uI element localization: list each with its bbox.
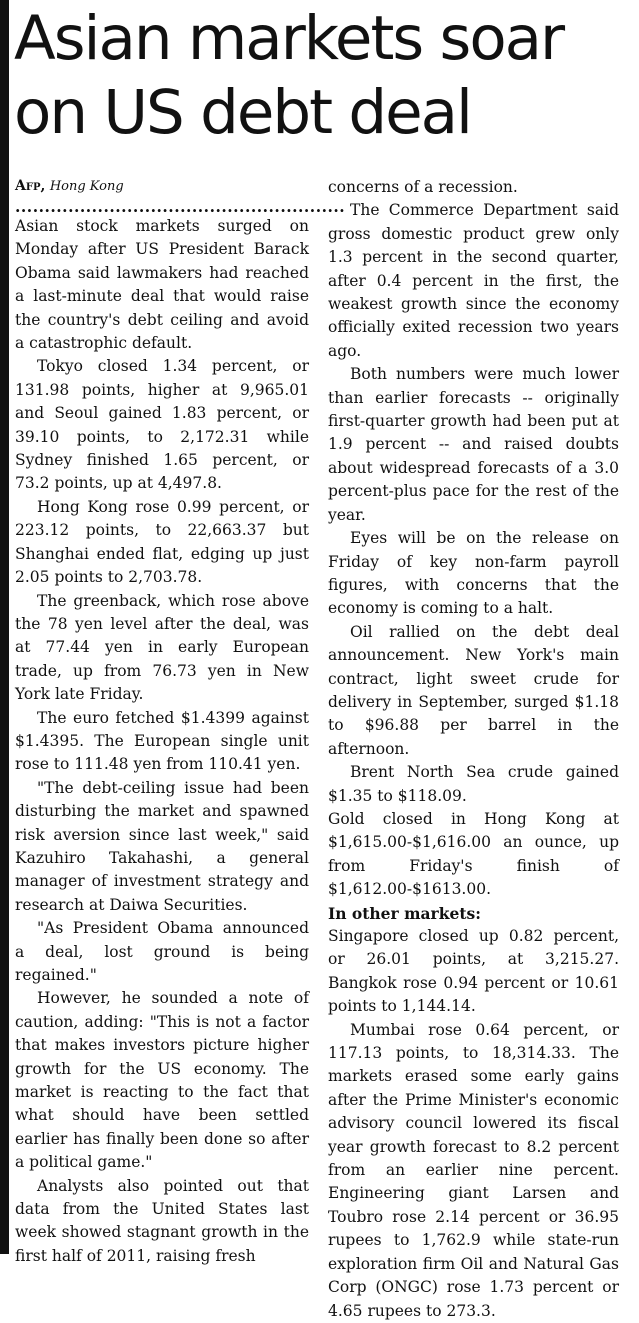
article-column-left — [15, 174, 346, 1268]
byline — [15, 174, 309, 199]
paragraph: concerns of a recession. — [328, 178, 518, 196]
paragraph: Eyes will be on the release on Friday of key non-farm payroll figures, with concerns that the economy is coming to a halt. — [328, 529, 619, 618]
paragraph: Brent North Sea crude gained $1.35 to $118.09. — [328, 763, 619, 805]
subheading: In other markets: — [328, 903, 481, 923]
paragraph: The euro fetched $1.4399 against $1.4395. The European single unit rose to 111.48 yen from 110.41 yen. — [15, 708, 309, 774]
paragraph: "The debt-ceiling issue had been disturbing the market and spawned risk aversion since last week," said Kazuhiro Takahashi, a general manager of investment strategy and research at Daiwa Securities. — [15, 778, 309, 914]
paragraph: Singapore closed up 0.82 percent, or 26.01 points, at 3,215.27. Bangkok rose 0.94 percent or 10.61 points to 1,144.14. — [328, 927, 619, 1016]
paragraph: Tokyo closed 1.34 percent, or 131.98 points, higher at 9,965.01 and Seoul gained 1.83 percent, or 39.10 points, to 2,172.31 while Sydney finished 1.65 percent, or 73.2 points, up at 4,497.8. — [15, 357, 309, 493]
article-column-right — [328, 176, 619, 1323]
byline-separator: ........................................................ — [15, 197, 346, 216]
page-edge-bar — [0, 0, 9, 1254]
byline-place: Hong Kong — [49, 179, 124, 194]
paragraph: Gold closed in Hong Kong at $1,615.00-$1,616.00 an ounce, up from Friday's finish of $1,612.00-$1613.00. — [328, 809, 619, 899]
paragraph: "As President Obama announced a deal, lost ground is being regained." — [15, 919, 309, 984]
byline-agency: Afp, — [15, 178, 46, 194]
paragraph: The Commerce Department said gross domestic product grew only 1.3 percent in the second quarter, after 0.4 percent in the first, the weakest growth since the economy officially exited recession two years ago. — [328, 201, 619, 360]
paragraph: Analysts also pointed out that data from the United States last week showed stagnant growth in the first half of 2011, raising fresh — [15, 1176, 309, 1265]
paragraph: Oil rallied on the debt deal announcement. New York's main contract, light sweet crude for delivery in September, surged $1.18 to $96.88 per barrel in the afternoon. — [328, 622, 619, 758]
headline: Asian markets soar on US debt deal — [14, 3, 564, 148]
paragraph: Asian stock markets surged on Monday after US President Barack Obama said lawmakers had reached a last-minute deal that would raise the country's debt ceiling and avoid a catastrophic default. — [15, 217, 309, 353]
paragraph: However, he sounded a note of caution, adding: "This is not a factor that makes investors picture higher growth for the US economy. The market is reacting to the fact that what should have been settled earlier has finally been done so after a political game." — [15, 989, 309, 1172]
paragraph: Both numbers were much lower than earlier forecasts -- originally first-quarter growth had been put at 1.9 percent -- and raised doubts about widespread forecasts of a 3.0 percent-plus pace for the rest of the year. — [328, 365, 619, 524]
paragraph: The greenback, which rose above the 78 yen level after the deal, was at 77.44 yen in early European trade, up from 76.73 yen in New York late Friday. — [15, 591, 309, 704]
paragraph: Mumbai rose 0.64 percent, or 117.13 points, to 18,314.33. The markets erased some early gains after the Prime Minister's economic advisory council lowered its fiscal year growth forecast to 8.2 percent from an earlier nine percent. Engineering giant Larsen and Toubro rose 2.14 percent or 36.95 rupees to 1,762.9 while state-run exploration firm Oil and Natural Gas Corp (ONGC) rose 1.73 percent or 4.65 rupees to 273.3. — [328, 1020, 619, 1320]
paragraph: Hong Kong rose 0.99 percent, or 223.12 points, to 22,663.37 but Shanghai ended flat, edging up just 2.05 points to 2,703.78. — [15, 497, 309, 587]
